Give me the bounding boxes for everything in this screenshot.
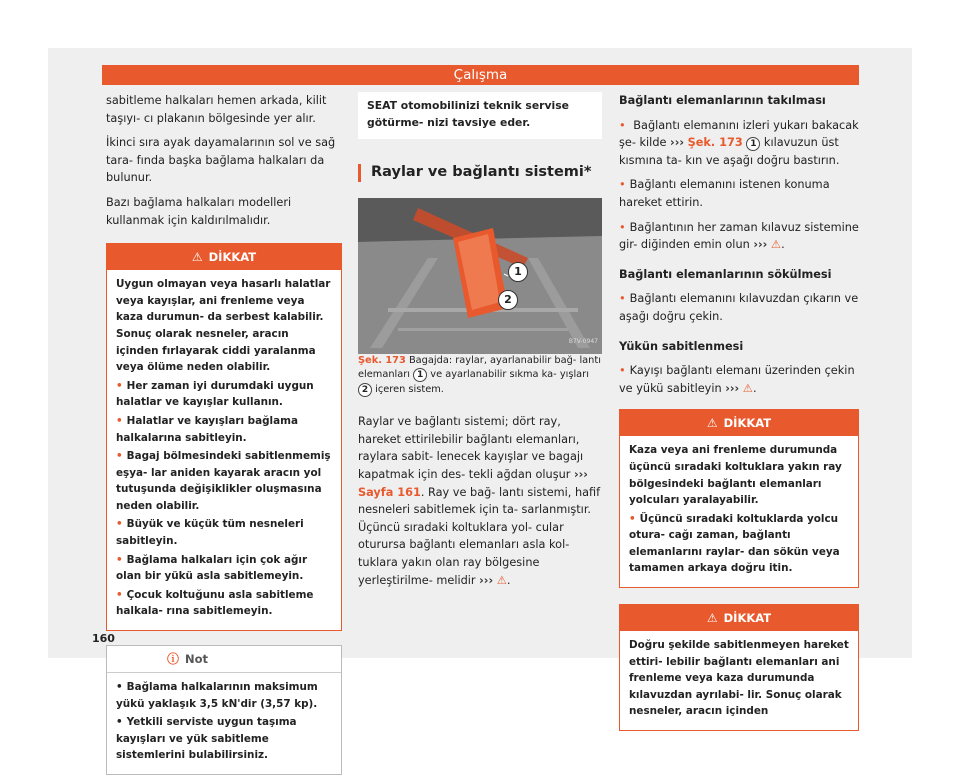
bullet-icon: • xyxy=(116,450,123,463)
warning-bullet: • Halatlar ve kayışları bağlama halkalarına sabitleyin. xyxy=(116,414,298,444)
number-badge-1: 1 xyxy=(746,137,760,151)
note-bullet: • Yetkili serviste uygun taşıma kayışları ve yük sabitleme sistemlerini bulabilirsiniz. xyxy=(116,716,297,762)
warning-box xyxy=(619,409,859,588)
bullet-icon: • xyxy=(116,553,123,566)
bullet-icon: • xyxy=(116,681,123,694)
bullet-icon: • xyxy=(619,364,626,378)
column-right xyxy=(619,92,859,731)
arrow-ref-icon: ››› xyxy=(670,136,685,150)
column-left xyxy=(106,92,342,775)
arrow-ref-icon: ››› xyxy=(725,381,740,395)
arrow-ref-icon: ››› xyxy=(479,573,494,587)
warning-intro: Uygun olmayan veya hasarlı halatlar veya kayışlar, ani frenleme veya kaza durumun- da serbest kalabilir. Sonuç olarak nesneler, aracın içinden fırlayarak ciddi yaralanma veya ölüme neden olabilir. xyxy=(116,278,331,374)
bullet-icon: • xyxy=(629,512,636,525)
warning-bullet: • Bağlama halkaları için çok ağır olan bir yükü asla sabitlemeyin. xyxy=(116,553,308,583)
bullet-icon: • xyxy=(619,178,626,192)
warning-icon[interactable]: ⚠ xyxy=(770,238,782,252)
warning-bullet: • Bagaj bölmesindeki sabitlenmemiş eşya- lar aniden kayarak aracın yol tutuşunda değişiklikler oluşmasına neden olabilir. xyxy=(116,450,331,512)
warning-body xyxy=(620,631,858,730)
figure-code: B7V-0947 xyxy=(568,338,598,346)
body-text: Raylar ve bağlantı sistemi; dört ray, hareket ettirilebilir bağlantı elemanları, raylara sabit- lenecek kayışlar ve bagajı kapatmak için des- tekli ağdan oluşur ››› Sayfa 161. Ray ve bağ- lantı sistemi, hafif nesneleri sabitlemek için ta- sarlanmıştır. Üçüncü sıradaki koltuklara yol- cular oturursa bağlantı elemanları asla kol- tuklara yakın olan ray bölgesine yerleştirilme- melidir ››› ⚠. xyxy=(358,415,601,587)
warning-bullet: • Büyük ve küçük tüm nesneleri sabitleyin. xyxy=(116,518,304,548)
warning-box xyxy=(619,604,859,731)
bullet-icon: • xyxy=(619,220,626,234)
warning-icon[interactable]: ⚠ xyxy=(742,381,753,395)
note-title: Not xyxy=(185,652,209,667)
subheading: Bağlantı elemanlarının takılması xyxy=(619,94,826,107)
paragraph: sabitleme halkaları hemen arkada, kilit taşıyı- cı plakanın bölgesinde yer alır. xyxy=(106,94,327,125)
warning-header xyxy=(620,410,858,436)
bullet-icon: • xyxy=(619,292,626,306)
instruction-step: • Bağlantı elemanını izleri yukarı bakacak şe- kilde ››› Şek. 173 1 kılavuzun üst kısmına ta- kın ve aşağı doğru bastırın. xyxy=(619,118,859,167)
page-link[interactable]: Sayfa 161 xyxy=(358,485,421,499)
warning-bullet: • Üçüncü sıradaki koltuklarda yolcu otura- cağı zaman, bağlantı elemanlarını raylar- dan sökün veya tamamen arkaya doğru itin. xyxy=(629,512,840,575)
warning-bullet: • Çocuk koltuğunu asla sabitleme halkala- rına sabitlemeyin. xyxy=(116,588,314,618)
warning-title: DİKKAT xyxy=(723,416,772,431)
instruction-step: • Kayışı bağlantı elemanı üzerinden çekin ve yükü sabitleyin ››› ⚠. xyxy=(619,364,855,395)
number-badge-1: 1 xyxy=(413,368,427,382)
number-badge-2: 2 xyxy=(358,383,372,397)
warning-icon[interactable]: ⚠ xyxy=(496,573,507,587)
callout-2: 2 xyxy=(498,290,518,310)
bullet-icon: • xyxy=(116,716,123,729)
warning-icon: ⚠ xyxy=(706,611,718,626)
column-middle xyxy=(358,92,602,596)
subheading: Bağlantı elemanlarının sökülmesi xyxy=(619,267,832,281)
note-body xyxy=(107,673,341,774)
figure-cargo-rail-system xyxy=(358,198,602,354)
bullet-icon: • xyxy=(116,379,123,392)
warning-icon: ⚠ xyxy=(706,416,718,431)
note-box xyxy=(106,645,342,775)
subheading: Yükün sabitlenmesi xyxy=(619,339,744,353)
arrow-ref-icon: ››› xyxy=(573,468,588,482)
page-number: 160 xyxy=(92,632,115,645)
instruction-step: • Bağlantı elemanını istenen konuma hareket ettirin. xyxy=(619,178,830,209)
warning-intro: Kaza veya ani frenleme durumunda üçüncü sıradaki koltuklara yakın ray bölgesindeki bağlantı elemanları yolcuları yaralayabilir. xyxy=(629,444,842,507)
bullet-icon: • xyxy=(116,414,123,427)
warning-title: DİKKAT xyxy=(723,611,772,626)
paragraph: İkinci sıra ayak dayamalarının sol ve sağ tara- fında başka bağlama halkaları da bulunur. xyxy=(106,136,336,185)
bullet-icon: • xyxy=(116,588,123,601)
warning-header xyxy=(620,605,858,631)
figure-ref: Şek. 173 xyxy=(358,354,406,366)
info-icon: ⓘ xyxy=(167,652,180,667)
section-header: Çalışma xyxy=(102,65,859,85)
seat-recommendation-text: SEAT otomobilinizi teknik servise götürme- nizi tavsiye eder. xyxy=(367,99,569,129)
figure-caption: Şek. 173 Bagajda: raylar, ayarlanabilir bağ- lantı elemanları 1 ve ayarlanabilir sıkma ka- yışları 2 içeren sistem. xyxy=(358,354,601,395)
warning-icon: ⚠ xyxy=(191,250,203,265)
warning-header xyxy=(107,244,341,270)
seat-recommendation-box xyxy=(358,92,602,139)
note-header xyxy=(107,646,341,673)
arrow-ref-icon: ››› xyxy=(753,238,768,252)
bullet-icon: • xyxy=(619,118,626,132)
note-bullet: • Bağlama halkalarının maksimum yükü yaklaşık 3,5 kN'dir (3,57 kp). xyxy=(116,681,318,710)
paragraph: Bazı bağlama halkaları modelleri kullanmak için kaldırılmalıdır. xyxy=(106,195,292,227)
warning-body xyxy=(107,270,341,630)
warning-box xyxy=(106,243,342,631)
warning-bullet: • Her zaman iyi durumdaki uygun halatlar ve kayışlar kullanın. xyxy=(116,379,314,409)
callout-1: 1 xyxy=(508,262,528,282)
bullet-icon: • xyxy=(116,518,123,531)
figure-illustration xyxy=(358,198,602,354)
section-title: Raylar ve bağlantı sistemi* xyxy=(371,164,592,181)
warning-title: DİKKAT xyxy=(208,250,257,265)
section-title-block xyxy=(358,164,602,182)
instruction-step: • Bağlantı elemanını kılavuzdan çıkarın ve aşağı doğru çekin. xyxy=(619,292,859,323)
warning-intro: Doğru şekilde sabitlenmeyen hareket ettiri- lebilir bağlantı elemanları ani frenleme veya kaza durumunda kılavuzdan ayrılabi- lir. Sonuç olarak nesneler, aracın içinden xyxy=(629,639,849,718)
warning-body xyxy=(620,436,858,587)
instruction-step: • Bağlantının her zaman kılavuz sistemine gir- diğinden emin olun ››› ⚠. xyxy=(619,220,859,252)
figure-link[interactable]: Şek. 173 xyxy=(687,136,743,150)
